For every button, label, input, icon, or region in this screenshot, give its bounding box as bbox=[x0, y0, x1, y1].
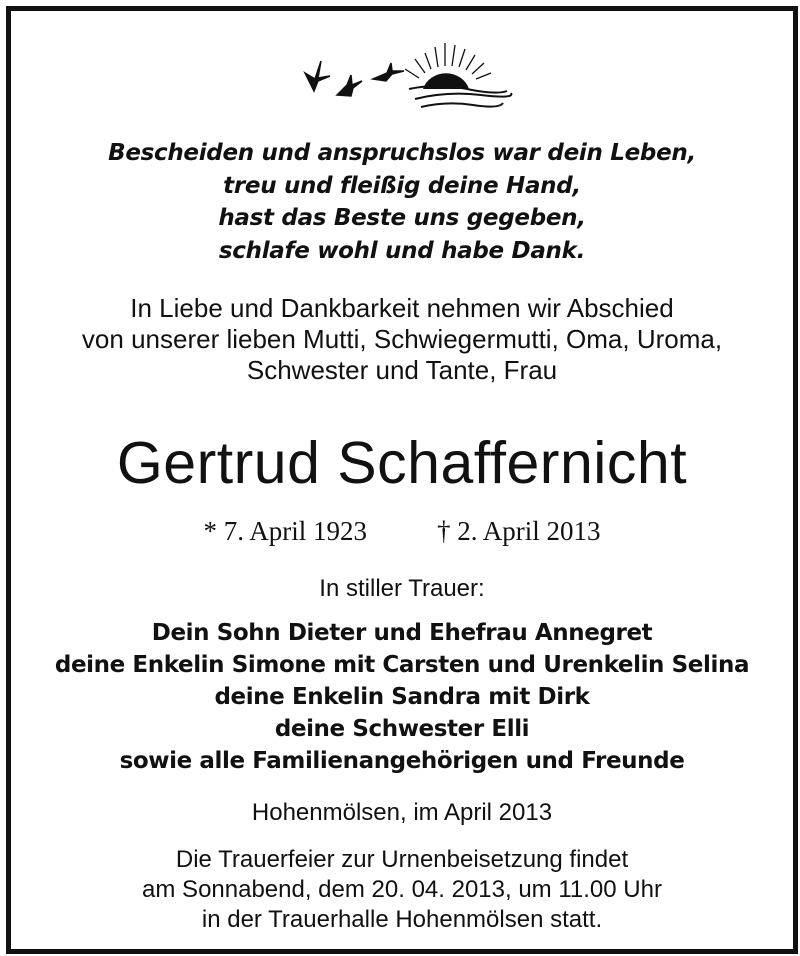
life-dates bbox=[11, 514, 793, 548]
intro-line: von unserer lieben Mutti, Schwiegermutti, Oma, Uroma, bbox=[81, 324, 723, 354]
birds-sunset-icon bbox=[297, 33, 521, 115]
memorial-poem bbox=[11, 137, 793, 267]
ceremony-line: am Sonnabend, dem 20. 04. 2013, um 11.00 Uhr bbox=[142, 876, 662, 903]
place-date: Hohenmölsen, im April 2013 bbox=[251, 799, 553, 826]
obituary-frame bbox=[6, 6, 798, 954]
mourner-line: deine Schwester Elli bbox=[274, 716, 530, 742]
mourner-line: deine Enkelin Sandra mit Dirk bbox=[214, 684, 590, 710]
ceremony-line: Die Trauerfeier zur Urnenbeisetzung findet bbox=[175, 846, 629, 873]
deceased-name: Gertrud Schaffernicht bbox=[116, 430, 688, 496]
farewell-intro bbox=[11, 293, 793, 386]
poem-line: Bescheiden und anspruchslos war dein Leben, bbox=[108, 140, 696, 166]
ceremony-line: in der Trauerhalle Hohenmölsen statt. bbox=[201, 906, 603, 933]
mourner-line: Dein Sohn Dieter und Ehefrau Annegret bbox=[151, 620, 653, 646]
intro-line: Schwester und Tante, Frau bbox=[246, 355, 558, 385]
intro-line: In Liebe und Dankbarkeit nehmen wir Abschied bbox=[130, 293, 674, 323]
death-date: † 2. April 2013 bbox=[437, 516, 601, 546]
poem-line: schlafe wohl und habe Dank. bbox=[218, 237, 586, 264]
mourner-line: sowie alle Familienangehörigen und Freunde bbox=[119, 748, 685, 774]
poem-line: treu und fleißig deine Hand, bbox=[223, 172, 581, 199]
poem-line: hast das Beste uns gegeben, bbox=[218, 205, 586, 231]
birth-date: * 7. April 1923 bbox=[203, 516, 367, 546]
ceremony-info bbox=[11, 845, 793, 935]
mourning-label: In stiller Trauer: bbox=[319, 575, 485, 602]
mourners-list bbox=[11, 617, 793, 777]
mourner-line: deine Enkelin Simone mit Carsten und Urenkelin Selina bbox=[54, 652, 750, 678]
